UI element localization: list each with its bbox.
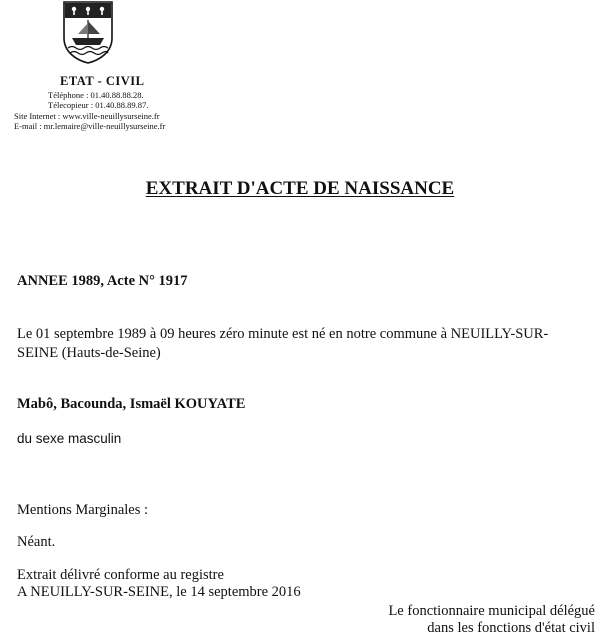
website-link[interactable]: Site Internet : www.ville-neuillysurseine.fr [14, 111, 160, 121]
extract-line-1: Extrait délivré conforme au registre [17, 567, 224, 583]
mentions-value: Néant. [17, 534, 56, 550]
extract-line-2: A NEUILLY-SUR-SEINE, le 14 septembre 2016 [17, 584, 301, 600]
signature-line-1: Le fonctionnaire municipal délégué [388, 603, 595, 619]
year-act-number: ANNEE 1989, Acte N° 1917 [17, 273, 188, 289]
birth-statement-line-2: SEINE (Hauts-de-Seine) [17, 345, 161, 361]
fax-number: Télecopieur : 01.40.88.89.87. [48, 100, 149, 110]
neuilly-coat-of-arms-icon [62, 0, 114, 64]
document-title: EXTRAIT D'ACTE DE NAISSANCE [145, 178, 455, 199]
signature-line-2: dans les fonctions d'état civil [427, 620, 595, 636]
email-link[interactable]: E-mail : mr.lemaire@ville-neuillysurseine.fr [14, 121, 166, 131]
mentions-label: Mentions Marginales : [17, 502, 149, 518]
birth-statement-line-1: Le 01 septembre 1989 à 09 heures zéro minute est né en notre commune à NEUILLY-SUR- [17, 326, 549, 342]
sex-statement: du sexe masculin [17, 431, 122, 446]
person-name: Mabô, Bacounda, Ismaël KOUYATE [17, 396, 246, 412]
document-title-block [0, 178, 600, 200]
office-title: ETAT - CIVIL [60, 74, 145, 88]
phone-number: Téléphone : 01.40.88.88.28. [48, 90, 144, 100]
